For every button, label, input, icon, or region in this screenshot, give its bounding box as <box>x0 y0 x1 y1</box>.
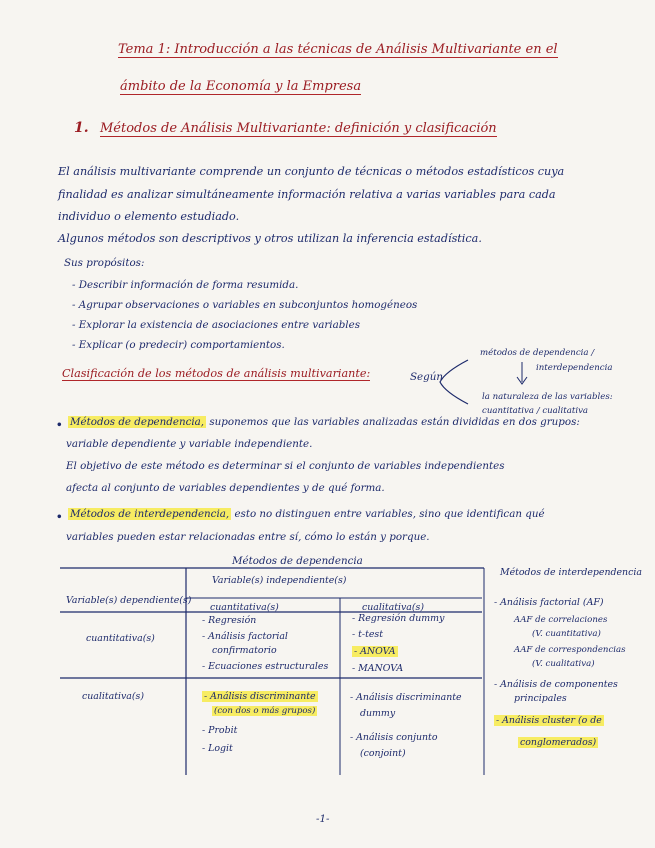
interdep-heading: Métodos de interdependencia <box>500 567 642 578</box>
conglomerados-highlight: conglomerados) <box>520 737 597 748</box>
dependence-line-4: afecta al conjunto de variables dependientes y de qué forma. <box>66 482 385 494</box>
interdependence-line-2: variables pueden estar relacionadas entre sí, cómo lo están y porque. <box>66 531 430 543</box>
cell-item: - Ecuaciones estructurales <box>202 661 329 672</box>
dependence-text-1: suponemos que las variables analizadas están divididas en dos grupos: <box>209 416 580 428</box>
discriminant-groups-highlight: (con dos o más grupos) <box>214 706 316 716</box>
interdep-item: - Análisis de componentes <box>494 679 618 690</box>
cell-item <box>352 647 398 657</box>
header-independent: Variable(s) independiente(s) <box>212 575 347 586</box>
intro-line-1: El análisis multivariante comprende un conjunto de técnicas o métodos estadísticos cuya <box>58 165 565 178</box>
interdep-item: AAF de correlaciones <box>514 615 608 625</box>
purposes-heading: Sus propósitos: <box>64 257 145 269</box>
cell-item: - Logit <box>202 743 233 754</box>
cell-item: - Regresión <box>202 615 257 626</box>
intro-line-4: Algunos métodos son descriptivos y otros utilizan la inferencia estadística. <box>58 232 482 245</box>
page-number: -1- <box>316 813 330 825</box>
intro-line-3: individuo o elemento estudiado. <box>58 210 240 223</box>
table-caption: Métodos de dependencia <box>232 555 363 567</box>
bullet-interdependence: • <box>56 511 63 523</box>
intro-line-2: finalidad es analizar simultáneamente información relativa a varias variables para cada <box>58 188 556 201</box>
bullet-dependence: • <box>56 419 63 431</box>
cell-item: dummy <box>360 708 396 719</box>
purpose-item: - Explorar la existencia de asociaciones entre variables <box>72 319 360 331</box>
cluster-highlight: - Análisis cluster (o de <box>496 715 602 726</box>
title-line-1: Tema 1: Introducción a las técnicas de Análisis Multivariante en el <box>118 42 558 57</box>
cell-item <box>212 707 317 716</box>
purpose-item: - Agrupar observaciones o variables en subconjuntos homogéneos <box>72 299 418 311</box>
branch-bottom-2: cuantitativa / cualitativa <box>482 406 589 416</box>
dependence-line-2: variable dependiente y variable independiente. <box>66 438 313 450</box>
cell-item <box>202 692 318 702</box>
branch-top-1: métodos de dependencia / <box>480 348 595 358</box>
dependence-line-3: El objetivo de este método es determinar si el conjunto de variables independientes <box>66 460 505 472</box>
row-quantitative: cuantitativa(s) <box>86 633 155 644</box>
row-qualitative: cualitativa(s) <box>82 691 145 702</box>
cell-item: - t-test <box>352 629 383 640</box>
col-qualitative: cualitativa(s) <box>362 602 425 613</box>
interdep-item: (V. cualitativa) <box>532 659 595 669</box>
cell-item: confirmatorio <box>212 645 277 656</box>
cell-item: - Análisis factorial <box>202 631 288 642</box>
classification-segun: Según <box>410 371 444 383</box>
branch-bottom-1: la naturaleza de las variables: <box>482 392 613 402</box>
interdependence-text-1: esto no distinguen entre variables, sino que identifican qué <box>234 508 545 520</box>
section-heading: Métodos de Análisis Multivariante: definición y clasificación <box>100 121 497 136</box>
cell-item: - Regresión dummy <box>352 613 445 624</box>
purpose-item: - Describir información de forma resumida. <box>72 279 299 291</box>
interdep-item: principales <box>514 693 567 704</box>
cell-item: - MANOVA <box>352 663 404 674</box>
section-number: 1. <box>74 120 89 136</box>
branch-top-2: interdependencia <box>536 363 613 373</box>
interdep-item <box>494 716 604 726</box>
header-dependent: Variable(s) dependiente(s) <box>66 595 192 606</box>
cell-item: (conjoint) <box>360 748 406 759</box>
interdep-item: (V. cuantitativa) <box>532 629 601 639</box>
cell-item: - Análisis discriminante <box>350 692 462 703</box>
cell-item: - Probit <box>202 725 238 736</box>
purpose-item: - Explicar (o predecir) comportamientos. <box>72 339 285 351</box>
discriminant-highlight: - Análisis discriminante <box>204 691 316 702</box>
dependence-term: Métodos de dependencia, <box>70 416 205 428</box>
interdep-item: - Análisis factorial (AF) <box>494 597 604 608</box>
interdependence-term: Métodos de interdependencia, <box>70 508 230 520</box>
interdep-item: AAF de correspondencias <box>514 645 626 655</box>
cell-item: - Análisis conjunto <box>350 732 438 743</box>
interdep-item <box>518 738 598 748</box>
classification-label: Clasificación de los métodos de análisis multivariante: <box>62 367 371 380</box>
col-quantitative: cuantitativa(s) <box>210 602 279 613</box>
title-line-2: ámbito de la Economía y la Empresa <box>120 79 362 94</box>
anova-highlight: - ANOVA <box>354 646 396 657</box>
